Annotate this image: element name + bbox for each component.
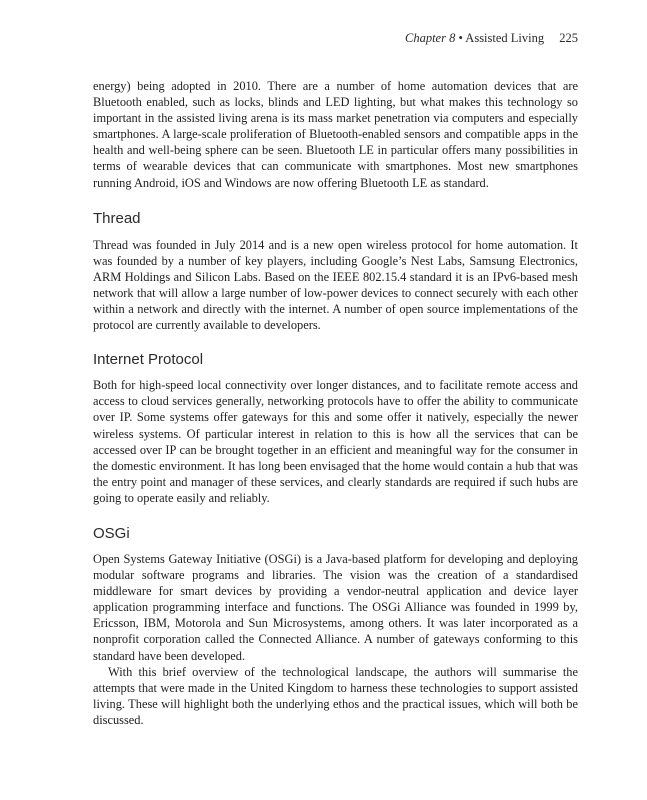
running-head-separator: • xyxy=(458,31,463,45)
heading-thread: Thread xyxy=(93,209,141,227)
paragraph-thread: Thread was founded in July 2014 and is a new open wireless protocol for home automation. It was founded by a number of key players, including Google’s Nest Labs, Samsung Electronics, ARM Holdings and Silicon Labs. Based on the IEEE 802.15.4 standard it is an IPv6-based mesh network that will allow a large number of low-power devices to connect securely with each other within a network and directly with the internet. A number of open source implementations of the protocol are currently available to developers. xyxy=(93,237,578,333)
heading-osgi: OSGi xyxy=(93,524,130,542)
running-head-chapter: Chapter 8 xyxy=(404,31,456,45)
paragraph-intro: energy) being adopted in 2010. There are a number of home automation devices that are Bluetooth enabled, such as locks, blinds and LED lighting, but what makes this technology so important in the assisted living arena is its mass market penetration via computers and especially smartphones. A large-scale proliferation of Bluetooth-enabled sensors and compatible apps in the health and well-being sphere can be seen. Bluetooth LE in particular offers many possibilities in terms of wearable devices that can communicate with smartphones. Most new smartphones running Android, iOS and Windows are now offering Bluetooth LE as standard. xyxy=(93,79,578,190)
heading-internet-protocol: Internet Protocol xyxy=(93,351,204,369)
paragraph-osgi: Open Systems Gateway Initiative (OSGi) is a Java-based platform for developing and deploying modular software programs and libraries. The vision was the creation of a standardised middleware for smart devices by providing a vendor-neutral application and device layer application programming interface and functions. The OSGi Alliance was founded in 1999 by, Ericsson, IBM, Motorola and Sun Microsystems, among others. It was later incorporated as a nonprofit corporation called the Connected Alliance. A number of gateways conforming to this standard have been developed. xyxy=(93,551,578,663)
page-number: 225 xyxy=(559,31,578,45)
paragraph-closing: With this brief overview of the technological landscape, the authors will summarise the attempts that were made in the United Kingdom to harness these technologies to support assisted living. These will highlight both the underlying ethos and the practical issues, which will both be discussed. xyxy=(93,664,578,727)
running-head-section: Assisted Living xyxy=(465,31,545,45)
page-body xyxy=(93,78,578,728)
paragraph-internet-protocol: Both for high-speed local connectivity over longer distances, and to facilitate remote access and access to cloud services generally, networking protocols have to offer the ability to communicate over IP. Some systems offer gateways for this and some offer it natively, especially the newer wireless systems. Of particular interest in relation to this is how all the services that can be accessed over IP can be brought together in an efficient and meaningful way for the consumer in the domestic environment. It has long been envisaged that the home would contain a hub that was the entry point and manager of these services, and clearly standards are required if such hubs are going to operate easily and reliably. xyxy=(93,378,578,505)
running-head xyxy=(405,31,578,46)
